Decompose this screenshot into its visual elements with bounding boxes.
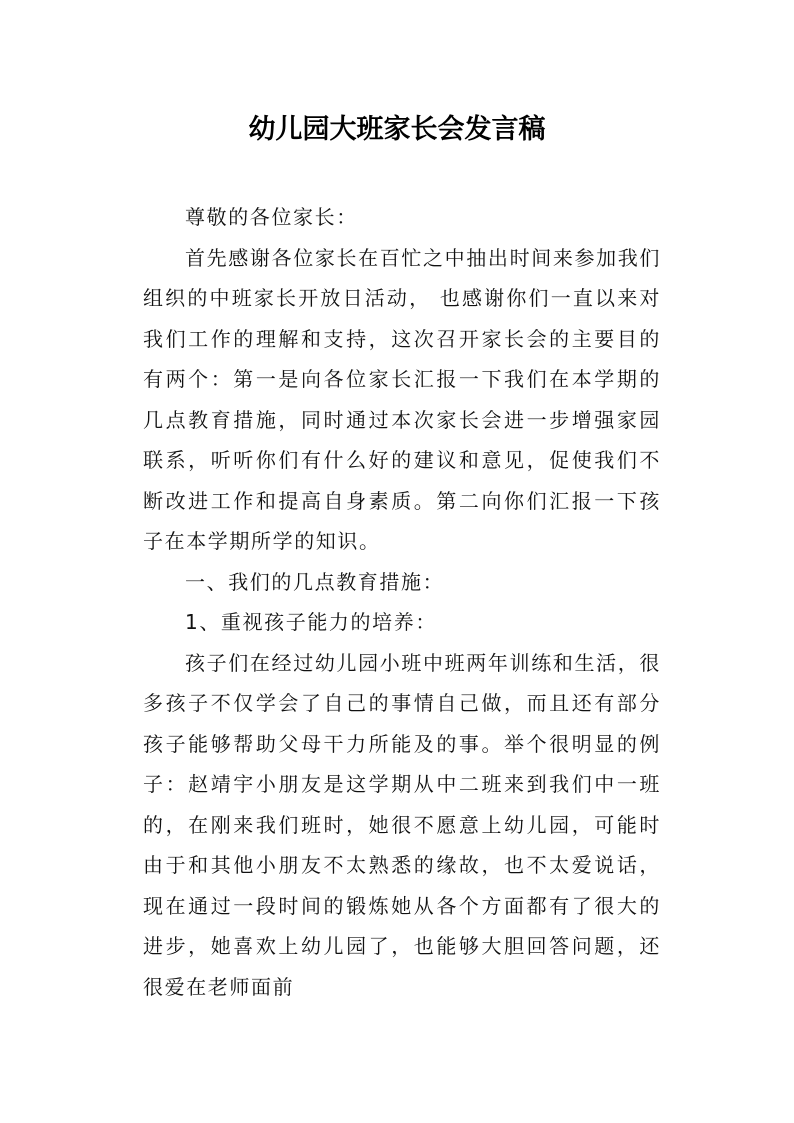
document-title: 幼儿园大班家长会发言稿 xyxy=(248,114,546,145)
section-heading: 一、我们的几点教育措施： xyxy=(185,569,445,594)
document-body xyxy=(143,197,661,1007)
greeting-paragraph: 尊敬的各位家长： xyxy=(185,205,358,229)
subsection-heading: 1、重视孩子能力的培养： xyxy=(185,610,437,634)
body-paragraph: 孩子们在经过幼儿园小班中班两年训练和生活，很多孩子不仅学会了自己的事情自己做，而且还有部分孩子能够帮助父母干力所能及的事。举个很明显的例子：赵靖宇小朋友是这学期从中二班来到我们中一班的，在刚来我们班时，她很不愿意上幼儿园，可能时由于和其他小朋友不太熟悉的缘故，也不太爱说话，现在通过一段时间的锻炼她从各个方面都有了很大的进步，她喜欢上幼儿园了，也能够大胆回答问题，还很爱在老师面前 xyxy=(143,650,661,999)
intro-paragraph: 首先感谢各位家长在百忙之中抽出时间来参加我们组织的中班家长开放日活动， 也感谢你们一直以来对我们工作的理解和支持，这次召开家长会的主要目的有两个：第一是向各位家长汇报一下我们在本学期的几点教育措施，同时通过本次家长会进一步增强家园联系，听听你们有什么好的建议和意见，促使我们不断改进工作和提高自身素质。第二向你们汇报一下孩子在本学期所学的知识。 xyxy=(143,245,661,553)
